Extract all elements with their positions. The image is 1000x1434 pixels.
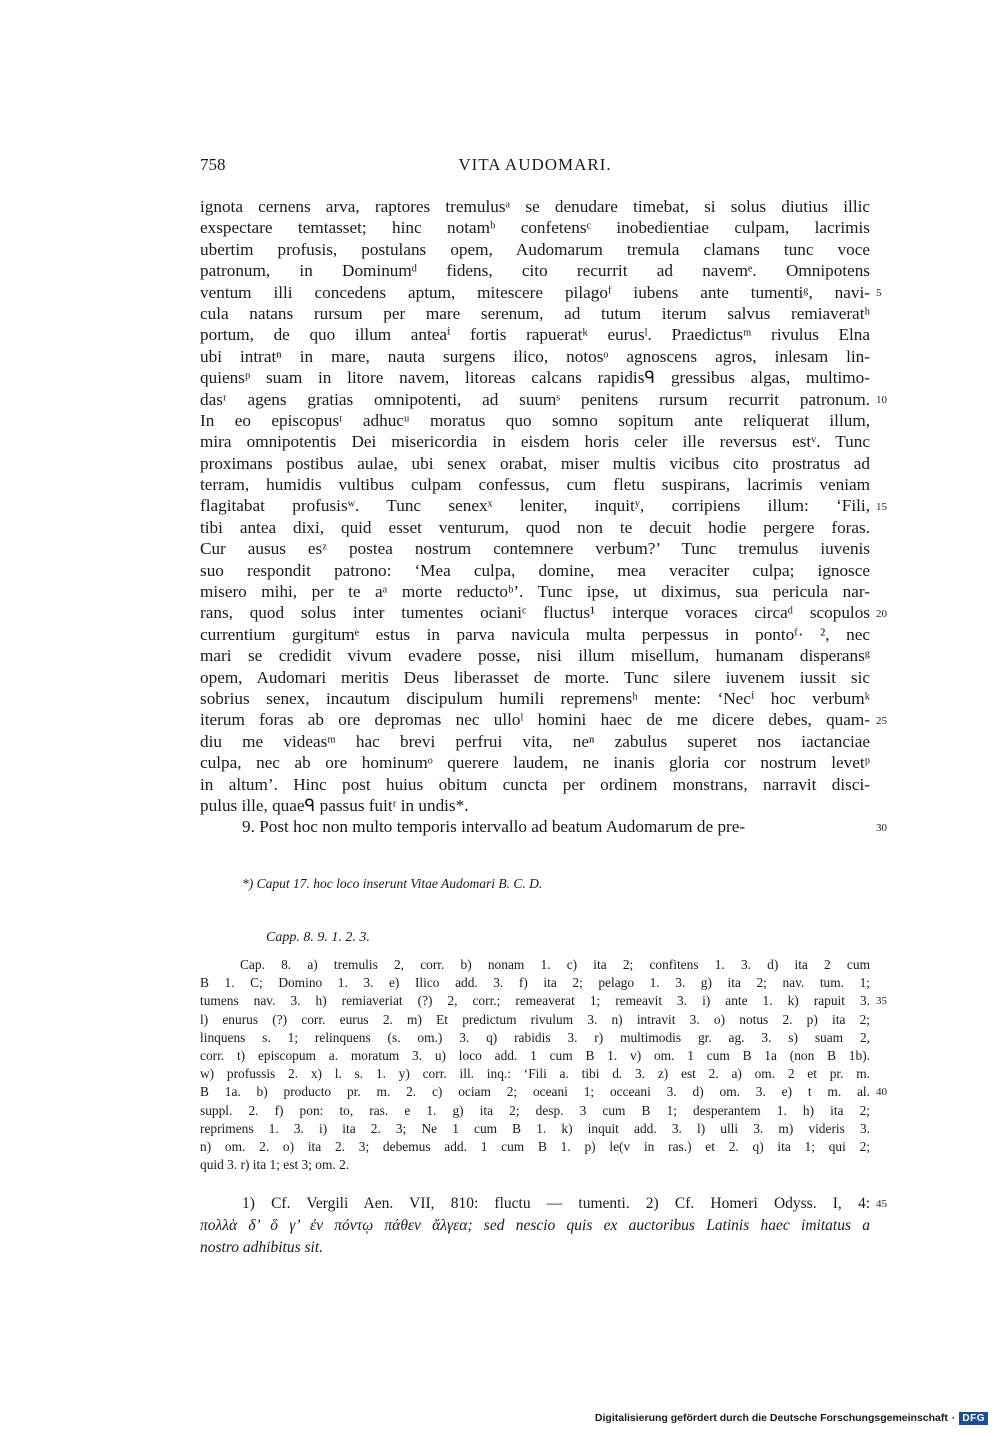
text-line: flagitabat profusisʷ. Tunc senexˣ leniter, inquitʸ, corripiens illum: ‘Fili,	[200, 496, 870, 516]
margin-number: 15	[876, 500, 887, 513]
text-line: portum, de quo illum anteaⁱ fortis rapueratᵏ eurusˡ. Praedictusᵐ rivulus Elna	[200, 325, 870, 345]
apparatus-line: reprimens 1. 3. i) ita 2. 3; Ne 1 cum B 1. k) inquit add. 3. l) ulli 3. m) videris 3.	[200, 1120, 870, 1136]
apparatus-line: Cap. 8. a) tremulis 2, corr. b) nonam 1. c) ita 2; confitens 1. 3. d) ita 2 cum	[240, 957, 870, 972]
apparatus-heading: Capp. 8. 9. 1. 2. 3.	[266, 930, 370, 945]
main-text	[200, 196, 870, 838]
text-line: sobrius senex, incautum discipulum humili repremensʰ mente: ‘Necⁱ hoc verbumᵏ	[200, 688, 870, 708]
apparatus-line: suppl. 2. f) pon: to, ras. e 1. g) ita 2; desp. 3 cum B 1; desperantem 1. h) ita 2;	[200, 1102, 870, 1118]
dfg-logo-icon: DFG	[959, 1412, 988, 1425]
margin-number: 45	[876, 1198, 887, 1210]
apparatus-line: B 1a. b) producto pr. m. 2. c) ociam 2; oceani 1; occeani 3. d) om. 3. e) t m. al.	[200, 1084, 870, 1100]
page-header	[200, 155, 870, 179]
margin-number: 35	[876, 995, 887, 1008]
text-line: culpa, nec ab ore hominumᵒ querere laudem, ne inanis gloria cor nostrum levetᵖ	[200, 753, 870, 773]
footnote-star: *) Caput 17. hoc loco inserunt Vitae Audomari B. C. D.	[242, 876, 543, 891]
text-line: opem, Audomari meritis Deus liberasset de morte. Tunc silere iuvenem iussit sic	[200, 667, 870, 687]
text-line: Cur ausus esᶻ postea nostrum contemnere verbum?’ Tunc tremulus iuvenis	[200, 539, 870, 559]
apparatus-line: w) profussis 2. x) l. s. 1. y) corr. ill. inq.: ‘Fili a. tibi d. 3. z) est 2. a) om. 2 et pr. m.	[200, 1066, 870, 1082]
text-line: misero mihi, per te aᵃ morte reductoᵇ’. Tunc ipse, ut diximus, sua pericula nar-	[200, 582, 870, 602]
text-line: currentium gurgitumᵉ estus in parva navicula multa perpessus in pontoᶠ· ², nec	[200, 624, 870, 644]
text-line: mari se credidit vivum evadere posse, nisi illum misellum, humanam disperansᵍ	[200, 646, 870, 666]
text-line: terram, humidis vultibus culpam confessus, cum fletu suspirans, lacrimis veniam	[200, 475, 870, 495]
margin-number: 20	[876, 607, 887, 620]
text-line: exspectare temtasset; hinc notamᵇ confetensᶜ inobedientiae culpam, lacrimis	[200, 218, 870, 238]
apparatus-lines	[200, 956, 870, 1174]
text-line: diu me videasᵐ hac brevi perfrui vita, neⁿ zabulus superet nos iactanciae	[200, 731, 870, 751]
source-line: 1) Cf. Vergili Aen. VII, 810: fluctu — tumenti. 2) Cf. Homeri Odyss. I, 4:	[242, 1195, 870, 1212]
text-line: dasʳ agens gratias omnipotenti, ad suumˢ penitens rursum recurrit patronum.	[200, 389, 870, 409]
margin-number: 10	[876, 393, 887, 406]
text-line: In eo episcopusᵗ adhucᵘ moratus quo somno sopitum ante reliquerat illum,	[200, 410, 870, 430]
margin-number: 25	[876, 714, 887, 727]
text-line: quiensᵖ suam in litore navem, litoreas calcans rapidisᑫ gressibus algas, multimo-	[200, 368, 870, 388]
text-line: iterum foras ab ore depromas nec ulloˡ homini haec de me dicere debes, quam-	[200, 710, 870, 730]
text-line: suo respondit patrono: ‘Mea culpa, domine, mea veraciter culpa; ignosce	[200, 560, 870, 580]
source-line: nostro adhibitus sit.	[200, 1239, 324, 1256]
text-line: proximans postibus aulae, ubi senex orabat, miser multis vicibus cito prostratus ad	[200, 453, 870, 473]
text-line: ubi intratⁿ in mare, nauta surgens ilico, notosᵒ agnoscens agros, inlesam lin-	[200, 346, 870, 366]
text-line: tibi antea dixi, quid esset venturum, quod non te decuit hodie pergere foras.	[200, 517, 870, 537]
source-line: πολλὰ δ’ ὅ γ’ ἐν πόντῳ πάθεν ἄλγεα; sed nescio quis ex auctoribus Latinis haec imitatus a	[200, 1217, 870, 1234]
text-line: rans, quod solus inter tumentes ocianiᶜ fluctus¹ interque voraces circaᵈ scopulos	[200, 603, 870, 623]
page-number: 758	[200, 155, 226, 174]
apparatus-line: linquens s. 1; relinquens (s. om.) 3. q) rabidis 3. r) multimodis gr. ag. 3. s) suam 2,	[200, 1029, 870, 1045]
apparatus-line: B 1. C; Domino 1. 3. e) Ilico add. 3. f) ita 2; pelago 1. 3. g) ita 2; nav. tum. 1;	[200, 975, 870, 991]
text-line: ignota cernens arva, raptores tremulusᵃ se denudare timebat, si solus diutius illic	[200, 197, 870, 216]
text-line: patronum, in Dominumᵈ fidens, cito recurrit ad navemᵉ. Omnipotens	[200, 261, 870, 281]
text-line: ventum illi concedens aptum, mitescere pilagoᶠ iubens ante tumentiᵍ, navi-	[200, 282, 870, 302]
margin-number: 30	[876, 821, 887, 834]
apparatus-line: l) enurus (?) corr. eurus 2. m) Et predictum rivulum 3. n) intravit 3. o) notus 2. p) ita 2;	[200, 1011, 870, 1027]
text-line: cula natans rursum per mare serenum, ad tutum iterum salvus remiaveratʰ	[200, 303, 870, 323]
footer-text: Digitalisierung gefördert durch die Deutsche Forschungsgemeinschaft	[594, 1412, 948, 1424]
margin-number: 40	[876, 1086, 887, 1099]
text-line: ubertim profusis, postulans opem, Audomarum tremula clamans tunc voce	[200, 239, 870, 259]
text-line: 9. Post hoc non multo temporis intervallo ad beatum Audomarum de pre-	[242, 817, 746, 837]
margin-number: 5	[876, 286, 882, 299]
apparatus-line: n) om. 2. o) ita 2. 3; debemus add. 1 cum B 1. p) le(v in ras.) et 2. q) ita 1; qui 2;	[200, 1138, 870, 1154]
apparatus-line: tumens nav. 3. h) remiaveriat (?) 2, corr.; remeaverat 1; remeavit 3. i) ante 1. k) rapuit 3.	[200, 993, 870, 1009]
dfg-footer: Digitalisierung gefördert durch die Deutsche Forschungsgemeinschaft · DFG	[595, 1410, 988, 1426]
apparatus-line: quid 3. r) ita 1; est 3; om. 2.	[200, 1157, 350, 1173]
running-title: VITA AUDOMARI.	[458, 155, 612, 174]
source-notes	[200, 1193, 870, 1259]
apparatus-line: corr. t) episcopum a. moratum 3. u) loco add. 1 cum B 1. v) om. 1 cum B 1a (non B 1b).	[200, 1047, 870, 1063]
text-line: in altum’. Hinc post huius obitum cuncta per ordinem monstrans, narravit disci-	[200, 774, 870, 794]
text-line: mira omnipotentis Dei misericordia in eisdem horis celer ille reversus estᵛ. Tunc	[200, 432, 870, 452]
critical-apparatus	[200, 928, 870, 1174]
text-line: pulus ille, quaeᑫ passus fuitʳ in undis*.	[200, 795, 469, 815]
